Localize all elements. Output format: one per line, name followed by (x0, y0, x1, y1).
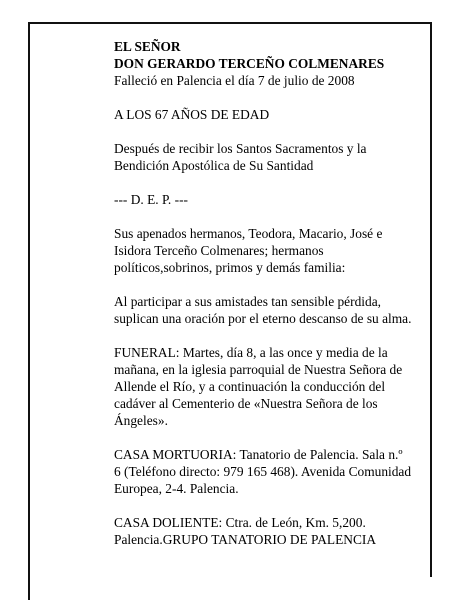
rip-line: --- D. E. P. --- (114, 192, 189, 207)
family-line-1: Sus apenados hermanos, Teodora, Macario, José e (114, 226, 383, 241)
border-right (430, 22, 432, 577)
family-line-3: políticos,sobrinos, primos y demás familia: (114, 260, 346, 275)
request-line-2: suplican una oración por el eterno descanso de su alma. (114, 311, 412, 326)
title-line-1: EL SEÑOR (114, 39, 181, 54)
death-notice: Falleció en Palencia el día 7 de julio de 2008 (114, 73, 355, 88)
title-line-2: DON GERARDO TERCEÑO COLMENARES (114, 56, 385, 71)
family-line-2: Isidora Terceño Colmenares; hermanos (114, 243, 324, 258)
sacraments-line-2: Bendición Apostólica de Su Santidad (114, 158, 314, 173)
funeral-line-2: mañana, en la iglesia parroquial de Nuestra Señora de (114, 362, 403, 377)
request-line-1: Al participar a sus amistades tan sensible pérdida, (114, 294, 381, 309)
border-top (28, 22, 432, 24)
casa-doliente-line-2: Palencia.GRUPO TANATORIO DE PALENCIA (114, 532, 377, 547)
funeral-line-1: FUNERAL: Martes, día 8, a las once y media de la (114, 345, 388, 360)
border-left (28, 22, 30, 600)
casa-mortuoria-line-3: Europea, 2-4. Palencia. (114, 481, 239, 496)
sacraments-line-1: Después de recibir los Santos Sacramentos y la (114, 141, 367, 156)
casa-mortuoria-line-2: 6 (Teléfono directo: 979 165 468). Avenida Comunidad (114, 464, 412, 479)
funeral-line-3: Allende el Río, y a continuación la conducción del (114, 379, 386, 394)
funeral-line-4: cadáver al Cementerio de «Nuestra Señora de los (114, 396, 378, 411)
age-line: A LOS 67 AÑOS DE EDAD (114, 107, 270, 122)
casa-doliente-line-1: CASA DOLIENTE: Ctra. de León, Km. 5,200. (114, 515, 366, 530)
obituary-notice (114, 38, 414, 548)
casa-mortuoria-line-1: CASA MORTUORIA: Tanatorio de Palencia. Sala n.º (114, 447, 403, 462)
funeral-line-5: Ángeles». (114, 413, 168, 428)
